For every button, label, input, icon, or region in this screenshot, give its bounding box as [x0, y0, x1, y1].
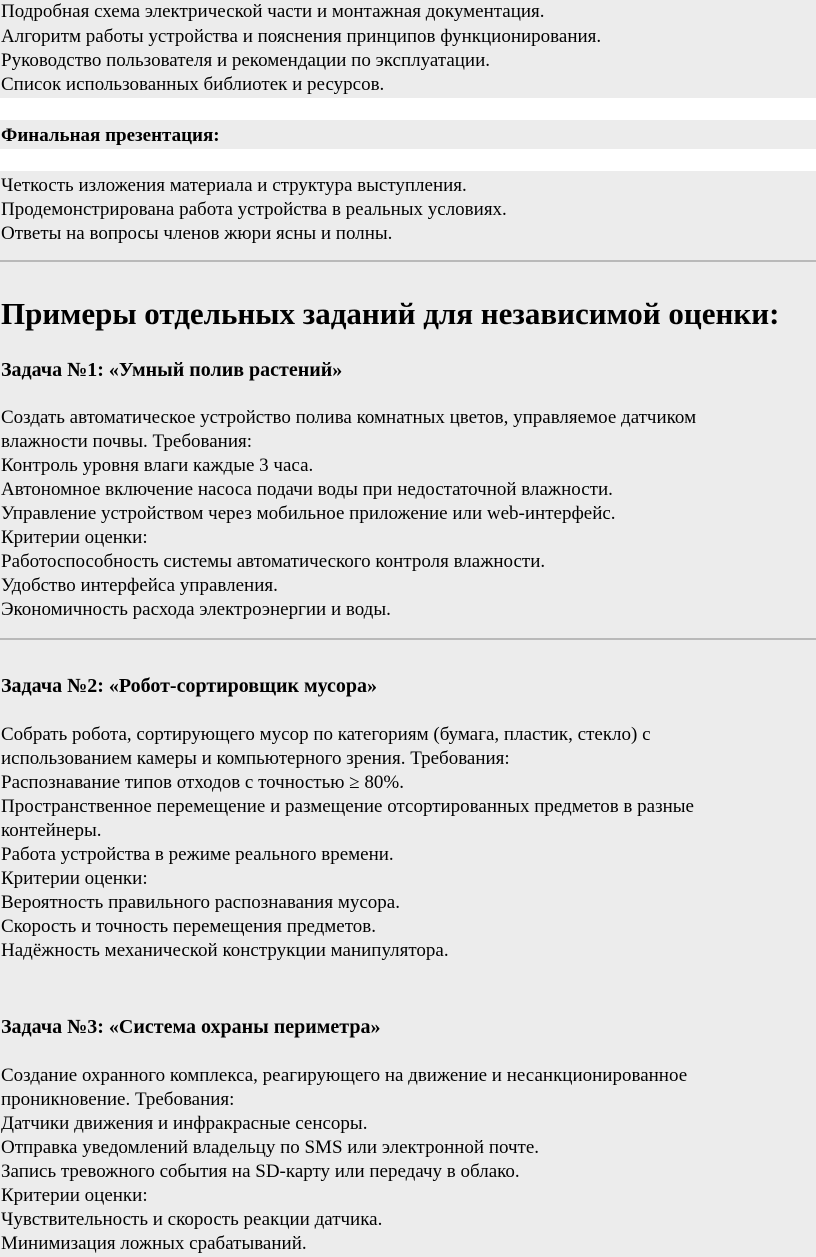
- task2-line: Распознавание типов отходов с точностью ≥ 80%.: [1, 772, 404, 793]
- docs-line-3: Руководство пользователя и рекомендации по эксплуатации.: [1, 50, 491, 71]
- divider: [0, 638, 816, 640]
- task1-line: Экономичность расхода электроэнергии и воды.: [1, 599, 391, 620]
- task1-line: Управление устройством через мобильное приложение или web-интерфейс.: [1, 503, 616, 524]
- docs-line-4: Список использованных библиотек и ресурсов.: [1, 74, 385, 95]
- task2-line: Собрать робота, сортирующего мусор по категориям (бумага, пластик, стекло) с: [1, 724, 651, 745]
- task2-line: Вероятность правильного распознавания мусора.: [1, 892, 400, 913]
- task3-line: Чувствительность и скорость реакции датчика.: [1, 1209, 383, 1230]
- task3-line: Датчики движения и инфракрасные сенсоры.: [1, 1113, 368, 1134]
- task1-line: Удобство интерфейса управления.: [1, 575, 278, 596]
- task2-title: Задача №2: «Робот-сортировщик мусора»: [1, 675, 378, 697]
- task2-line: контейнеры.: [1, 820, 102, 841]
- task3-line: Запись тревожного события на SD-карту или передачу в облако.: [1, 1161, 520, 1182]
- task1-line: влажности почвы. Требования:: [1, 431, 253, 452]
- task1-line: Работоспособность системы автоматического контроля влажности.: [1, 551, 546, 572]
- divider: [0, 260, 816, 262]
- presentation-item-2: Продемонстрирована работа устройства в реальных условиях.: [1, 199, 507, 220]
- task2-line: Критерии оценки:: [1, 868, 148, 889]
- task3-line: Минимизация ложных срабатываний.: [1, 1233, 307, 1254]
- docs-line-1: Подробная схема электрической части и монтажная документация.: [1, 1, 545, 22]
- task3-line: Создание охранного комплекса, реагирующего на движение и несанкционированное: [1, 1065, 688, 1086]
- task3-line: проникновение. Требования:: [1, 1089, 235, 1110]
- docs-line-2: Алгоритм работы устройства и пояснения принципов функционирования.: [1, 26, 602, 47]
- task2-line: использованием камеры и компьютерного зрения. Требования:: [1, 748, 510, 769]
- task1-line: Контроль уровня влаги каждые 3 часа.: [1, 455, 314, 476]
- task1-line: Создать автоматическое устройство полива комнатных цветов, управляемое датчиком: [1, 407, 697, 428]
- task1-line: Автономное включение насоса подачи воды при недостаточной влажности.: [1, 479, 613, 500]
- section-title: Примеры отдельных заданий для независимой оценки:: [1, 296, 780, 331]
- presentation-item-1: Четкость изложения материала и структура выступления.: [1, 175, 467, 196]
- task1-title: Задача №1: «Умный полив растений»: [1, 359, 343, 381]
- spacer-band: [0, 98, 816, 120]
- presentation-heading: Финальная презентация:: [1, 125, 220, 146]
- task2-line: Пространственное перемещение и размещение отсортированных предметов в разные: [1, 796, 694, 817]
- task3-title: Задача №3: «Система охраны периметра»: [1, 1016, 381, 1038]
- presentation-item-3: Ответы на вопросы членов жюри ясны и полны.: [1, 223, 393, 244]
- task1-line: Критерии оценки:: [1, 527, 148, 548]
- task3-line: Критерии оценки:: [1, 1185, 148, 1206]
- task2-line: Работа устройства в режиме реального времени.: [1, 844, 394, 865]
- task2-line: Скорость и точность перемещения предметов.: [1, 916, 377, 937]
- task3-line: Отправка уведомлений владельцу по SMS или электронной почте.: [1, 1137, 540, 1158]
- task2-line: Надёжность механической конструкции манипулятора.: [1, 940, 449, 961]
- spacer-band: [0, 149, 816, 171]
